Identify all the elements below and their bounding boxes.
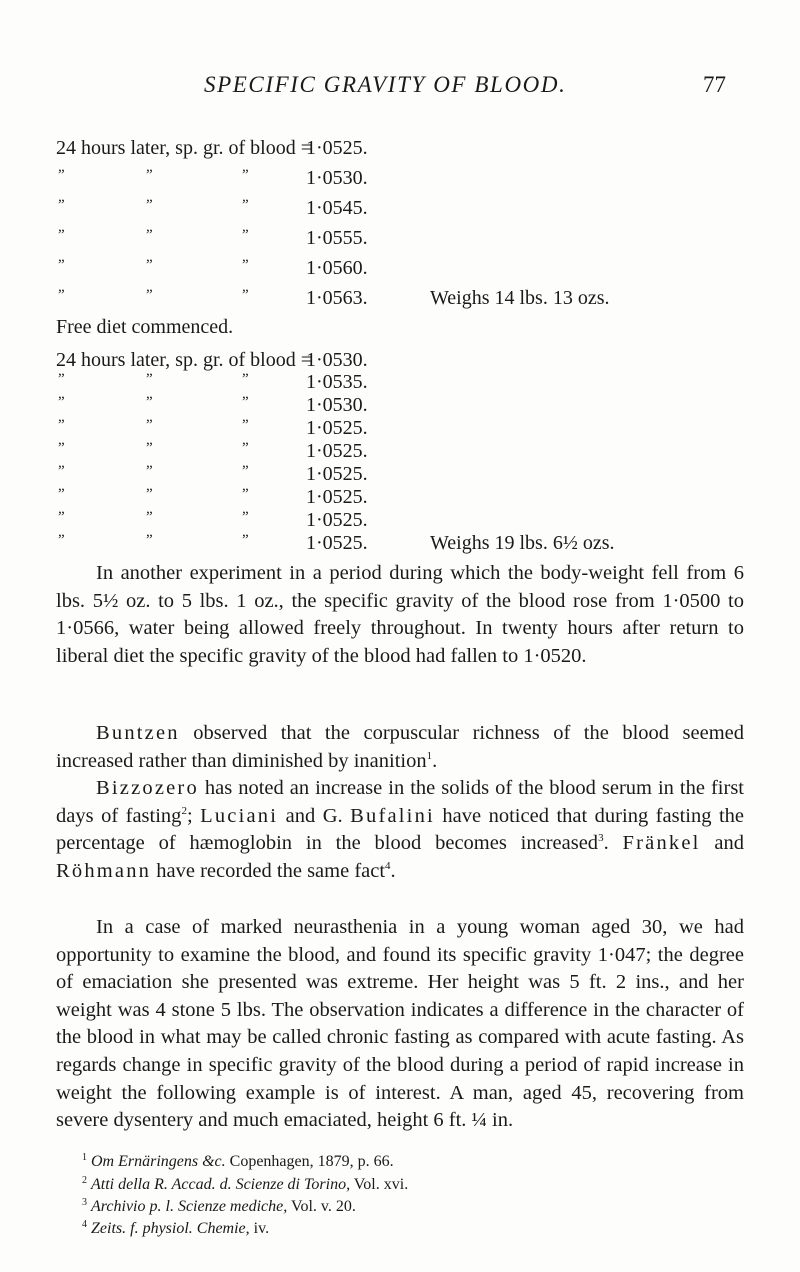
- table-b-row: [0, 532, 800, 558]
- footnote-rest: Vol. xvi.: [350, 1176, 409, 1193]
- text-fragment: has noted an increase in the solids of the blood serum in the first days of fasting: [56, 777, 744, 827]
- text-fragment: .: [390, 859, 396, 882]
- ditto-mark: ”: [242, 532, 249, 548]
- buntzen-end: .: [432, 749, 438, 772]
- text-fragment: .: [603, 832, 623, 855]
- row-label: 24 hours later, sp. gr. of blood =: [56, 137, 313, 159]
- ditto-mark: ”: [146, 417, 153, 433]
- footnote-4: [82, 1220, 269, 1238]
- buntzen-text: observed that the corpuscular richness of the blood seemed increased rather than diminished by inanition: [56, 722, 744, 772]
- ditto-mark: ”: [58, 417, 65, 433]
- weight-note: Weighs 19 lbs. 6½ ozs.: [430, 532, 615, 554]
- ditto-mark: ”: [58, 257, 65, 273]
- running-header: [0, 72, 800, 102]
- footnote-title: Zeits. f. physiol. Chemie,: [91, 1220, 250, 1237]
- ditto-mark: ”: [242, 227, 249, 243]
- paragraph-neurasthenia: In a case of marked neurasthenia in a young woman aged 30, we had opportunity to examine the blood, and found its specific gravity 1·047; the degree of emaciation she presented was extreme. Her height was 5 ft. 2 ins., and her weight was 4 stone 5 lbs. The observation indicates a difference in the character of the blood in what may be called chronic fasting as compared with acute fasting. As regards change in specific gravity of the blood during a period of rapid increase in weight the following example is of interest. A man, aged 45, recovering from severe dysentery and much emaciated, height 6 ft. ¼ in.: [56, 916, 744, 1132]
- ditto-mark: ”: [242, 417, 249, 433]
- ditto-mark: ”: [58, 287, 65, 303]
- specific-gravity-value: 1·0525.: [306, 532, 368, 554]
- specific-gravity-value: 1·0545.: [306, 197, 368, 219]
- author-luciani: Luciani: [200, 804, 279, 827]
- row-label: 24 hours later, sp. gr. of blood =: [56, 349, 313, 371]
- footnote-ref-2: 2: [181, 804, 187, 817]
- ditto-mark: ”: [58, 167, 65, 183]
- weight-note: Weighs 14 lbs. 13 ozs.: [430, 287, 610, 309]
- ditto-mark: ”: [242, 486, 249, 502]
- ditto-mark: ”: [146, 227, 153, 243]
- paragraph-bizzozero: [56, 775, 744, 885]
- specific-gravity-value: 1·0525.: [306, 417, 368, 439]
- ditto-mark: ”: [146, 463, 153, 479]
- table-a-row: [0, 257, 800, 283]
- specific-gravity-value: 1·0525.: [306, 509, 368, 531]
- author-bufalini: Bufalini: [350, 804, 435, 827]
- paragraph-experiment: In another experiment in a period during which the body-weight fell from 6 lbs. 5½ oz. to 5 lbs. 1 oz., the specific gravity of the blood rose from 1·0500 to 1·0566, water being allowed freely throughout. In twenty hours after return to liberal diet the specific gravity of the blood had fallen to 1·0520.: [56, 562, 744, 667]
- footnote-title: Archivio p. l. Scienze mediche,: [91, 1198, 288, 1215]
- ditto-mark: ”: [146, 287, 153, 303]
- specific-gravity-value: 1·0555.: [306, 227, 368, 249]
- footnote-number: 4: [82, 1218, 87, 1230]
- specific-gravity-value: 1·0525.: [306, 463, 368, 485]
- ditto-mark: ”: [146, 257, 153, 273]
- footnote-title: Atti della R. Accad. d. Scienze di Torino,: [91, 1176, 351, 1193]
- text-fragment: and: [700, 832, 745, 855]
- ditto-mark: ”: [146, 532, 153, 548]
- ditto-mark: ”: [242, 197, 249, 213]
- specific-gravity-value: 1·0530.: [306, 394, 368, 416]
- footnote-ref-4: 4: [385, 859, 391, 872]
- text-fragment: ;: [186, 804, 201, 827]
- ditto-mark: ”: [242, 287, 249, 303]
- footnote-number: 3: [82, 1196, 87, 1208]
- footnote-number: 2: [82, 1174, 87, 1186]
- specific-gravity-value: 1·0535.: [306, 371, 368, 393]
- specific-gravity-value: 1·0530.: [306, 167, 368, 189]
- specific-gravity-value: 1·0525.: [306, 137, 368, 159]
- footnote-number: 1: [82, 1151, 87, 1163]
- footnote-1: [82, 1153, 394, 1171]
- specific-gravity-value: 1·0525.: [306, 440, 368, 462]
- table-a-row: [0, 197, 800, 223]
- ditto-mark: ”: [58, 486, 65, 502]
- ditto-mark: ”: [58, 440, 65, 456]
- author-bizzozero: Bizzozero: [96, 777, 199, 799]
- ditto-mark: ”: [146, 197, 153, 213]
- table-a-row: [0, 227, 800, 253]
- ditto-mark: ”: [242, 257, 249, 273]
- ditto-mark: ”: [146, 440, 153, 456]
- free-diet-line: Free diet commenced.: [56, 316, 234, 338]
- ditto-mark: ”: [58, 227, 65, 243]
- ditto-mark: ”: [242, 167, 249, 183]
- ditto-mark: ”: [58, 463, 65, 479]
- author-frankel: Fränkel: [622, 832, 701, 855]
- ditto-mark: ”: [242, 394, 249, 410]
- ditto-mark: ”: [58, 197, 65, 213]
- text-fragment: have noticed that during fasting the percentage of hæmoglobin in the blood becomes increased: [56, 804, 745, 855]
- text-fragment: have recorded the same fact: [151, 859, 386, 882]
- footnote-rest: iv.: [249, 1220, 270, 1237]
- ditto-mark: ”: [146, 509, 153, 525]
- footnote-rest: Copenhagen, 1879, p. 66.: [225, 1153, 394, 1170]
- specific-gravity-value: 1·0560.: [306, 257, 368, 279]
- running-title: SPECIFIC GRAVITY OF BLOOD.: [204, 72, 567, 97]
- ditto-mark: ”: [242, 463, 249, 479]
- ditto-mark: ”: [58, 532, 65, 548]
- footnote-ref-1: 1: [426, 749, 433, 762]
- ditto-mark: ”: [146, 394, 153, 410]
- ditto-mark: ”: [58, 371, 65, 387]
- specific-gravity-value: 1·0525.: [306, 486, 368, 508]
- ditto-mark: ”: [146, 371, 153, 387]
- specific-gravity-value: 1·0563.: [306, 287, 368, 309]
- paragraph-buntzen: [56, 720, 744, 775]
- ditto-mark: ”: [242, 371, 249, 387]
- table-a-row: [0, 167, 800, 193]
- footnote-ref-3: 3: [598, 832, 604, 845]
- ditto-mark: ”: [242, 509, 249, 525]
- ditto-mark: ”: [146, 167, 153, 183]
- author-buntzen: Buntzen: [96, 722, 180, 744]
- ditto-mark: ”: [242, 440, 249, 456]
- footnote-rest: Vol. v. 20.: [287, 1198, 356, 1215]
- footnote-2: [82, 1176, 408, 1194]
- page-number: 77: [703, 72, 726, 97]
- table-a-row: [0, 137, 800, 163]
- author-rohmann: Röhmann: [56, 859, 152, 882]
- ditto-mark: ”: [146, 486, 153, 502]
- table-a-row: [0, 287, 800, 313]
- text-fragment: and G.: [278, 804, 351, 827]
- ditto-mark: ”: [58, 394, 65, 410]
- footnote-3: [82, 1198, 356, 1216]
- specific-gravity-value: 1·0530.: [306, 349, 368, 371]
- footnote-title: Om Ernäringens &c.: [91, 1153, 226, 1170]
- ditto-mark: ”: [58, 509, 65, 525]
